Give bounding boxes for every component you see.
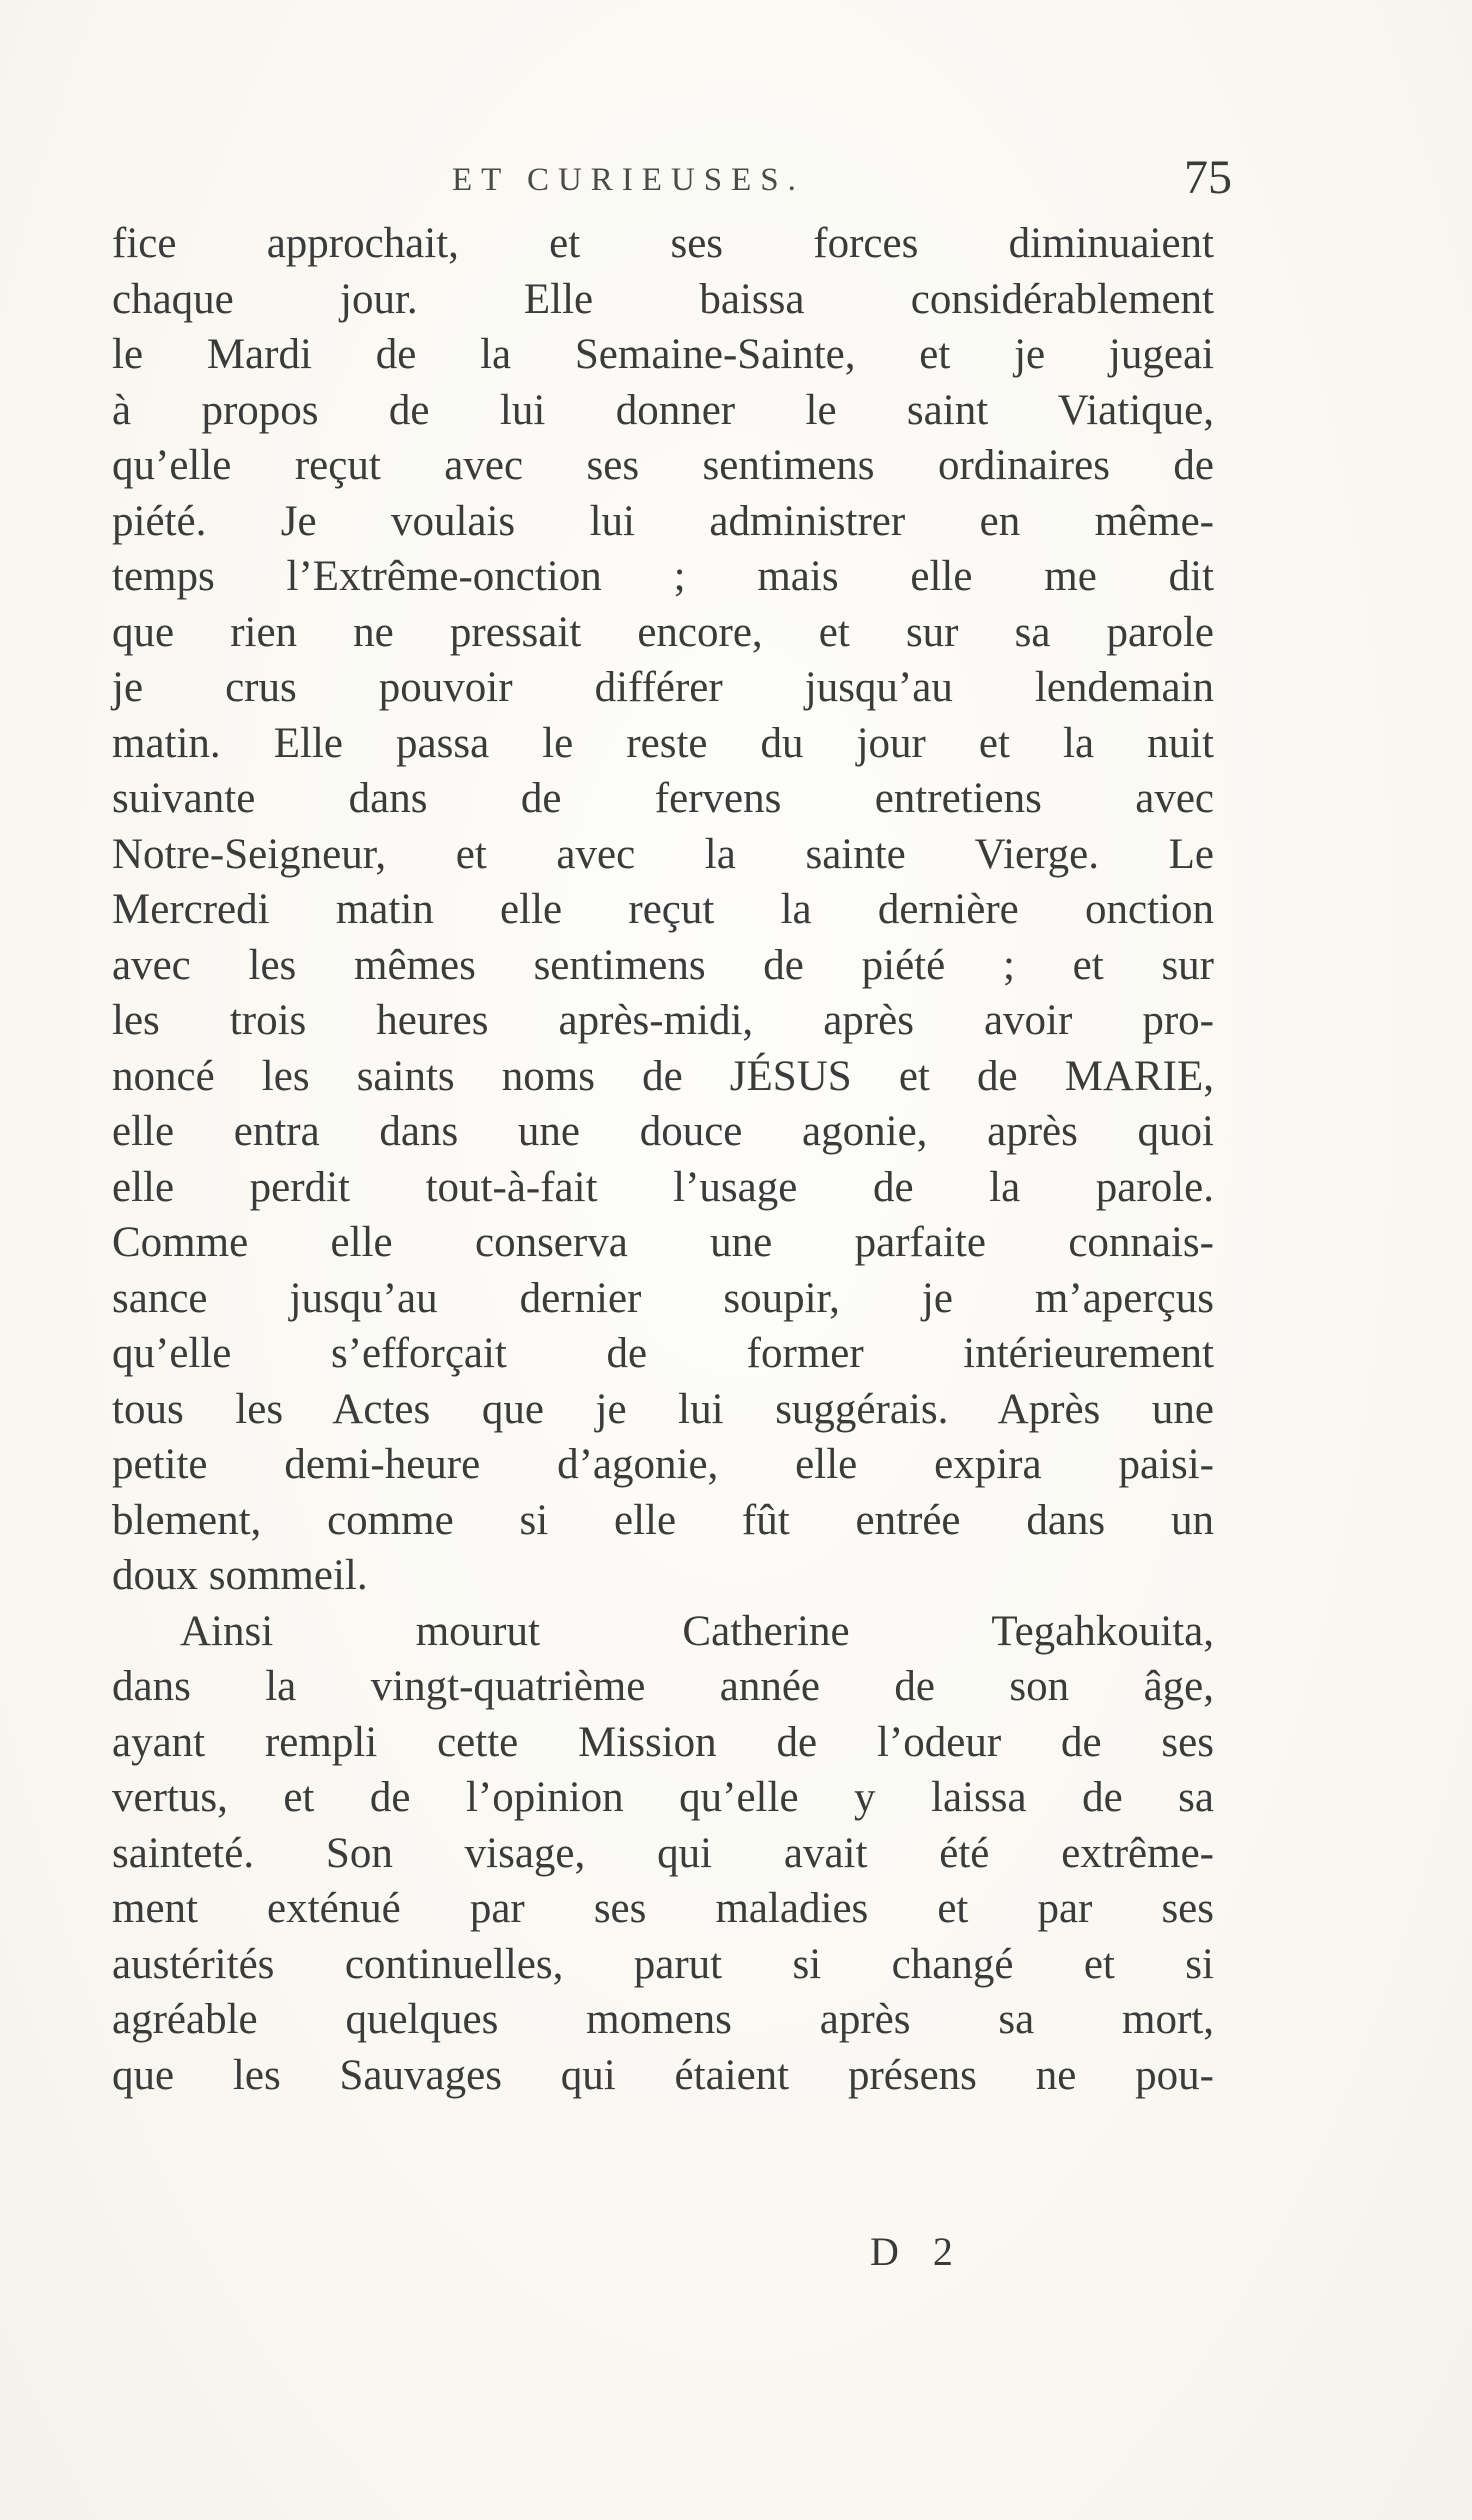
running-head: ET CURIEUSES. (452, 162, 805, 198)
text-line: Comme elle conserva une parfaite connais- (112, 1219, 1214, 1266)
text-line: tous les Actes que je lui suggérais. Après une (112, 1385, 1214, 1433)
text-line: blement, comme si elle fût entrée dans un (112, 1496, 1214, 1544)
text-line: les trois heures après-midi, après avoir pro- (112, 997, 1214, 1044)
text-line: je crus pouvoir différer jusqu’au lendemain (112, 664, 1214, 711)
signature-mark: D 2 (870, 2229, 965, 2274)
text-line: que les Sauvages qui étaient présens ne pou- (112, 2051, 1214, 2099)
text-line: elle entra dans une douce agonie, après quoi (112, 1108, 1214, 1155)
text-line: qu’elle s’efforçait de former intérieurement (112, 1330, 1214, 1377)
text-line: agréable quelques momens après sa mort, (112, 1996, 1214, 2043)
page-number: 75 (1184, 151, 1232, 204)
text-line: ayant rempli cette Mission de l’odeur de ses (112, 1718, 1214, 1766)
text-line: Notre-Seigneur, et avec la sainte Vierge. Le (112, 830, 1214, 878)
text-line: elle perdit tout-à-fait l’usage de la parole. (112, 1163, 1214, 1211)
text-line: sainteté. Son visage, qui avait été extrême- (112, 1829, 1214, 1877)
text-line: temps l’Extrême-onction ; mais elle me dit (112, 553, 1214, 600)
text-line: qu’elle reçut avec ses sentimens ordinaires de (112, 442, 1214, 489)
text-line: Ainsi mourut Catherine Tegahkouita, (180, 1607, 1214, 1655)
text-line: fice approchait, et ses forces diminuaient (112, 220, 1214, 267)
text-line: matin. Elle passa le reste du jour et la nuit (112, 719, 1214, 767)
text-line: suivante dans de fervens entretiens avec (112, 775, 1214, 822)
text-line: vertus, et de l’opinion qu’elle y laissa de sa (112, 1774, 1214, 1821)
text-line: à propos de lui donner le saint Viatique, (112, 386, 1214, 434)
text-line: petite demi-heure d’agonie, elle expira paisi- (112, 1441, 1214, 1488)
body-text (112, 216, 1214, 2103)
text-line: austérités continuelles, parut si changé et si (112, 1940, 1214, 1988)
text-line: piété. Je voulais lui administrer en même- (112, 497, 1214, 545)
page-header (112, 150, 1232, 210)
text-line: que rien ne pressait encore, et sur sa parole (112, 608, 1214, 656)
text-line: avec les mêmes sentimens de piété ; et sur (112, 941, 1214, 989)
text-line: noncé les saints noms de JÉSUS et de MARIE, (112, 1052, 1214, 1100)
text-line: dans la vingt-quatrième année de son âge, (112, 1663, 1214, 1710)
text-line: le Mardi de la Semaine-Sainte, et je jugeai (112, 331, 1214, 378)
text-line: chaque jour. Elle baissa considérablement (112, 275, 1214, 323)
text-line: Mercredi matin elle reçut la dernière onction (112, 886, 1214, 933)
text-line: doux sommeil. (112, 1552, 368, 1599)
text-line: ment exténué par ses maladies et par ses (112, 1885, 1214, 1932)
text-line: sance jusqu’au dernier soupir, je m’aperçus (112, 1274, 1214, 1322)
